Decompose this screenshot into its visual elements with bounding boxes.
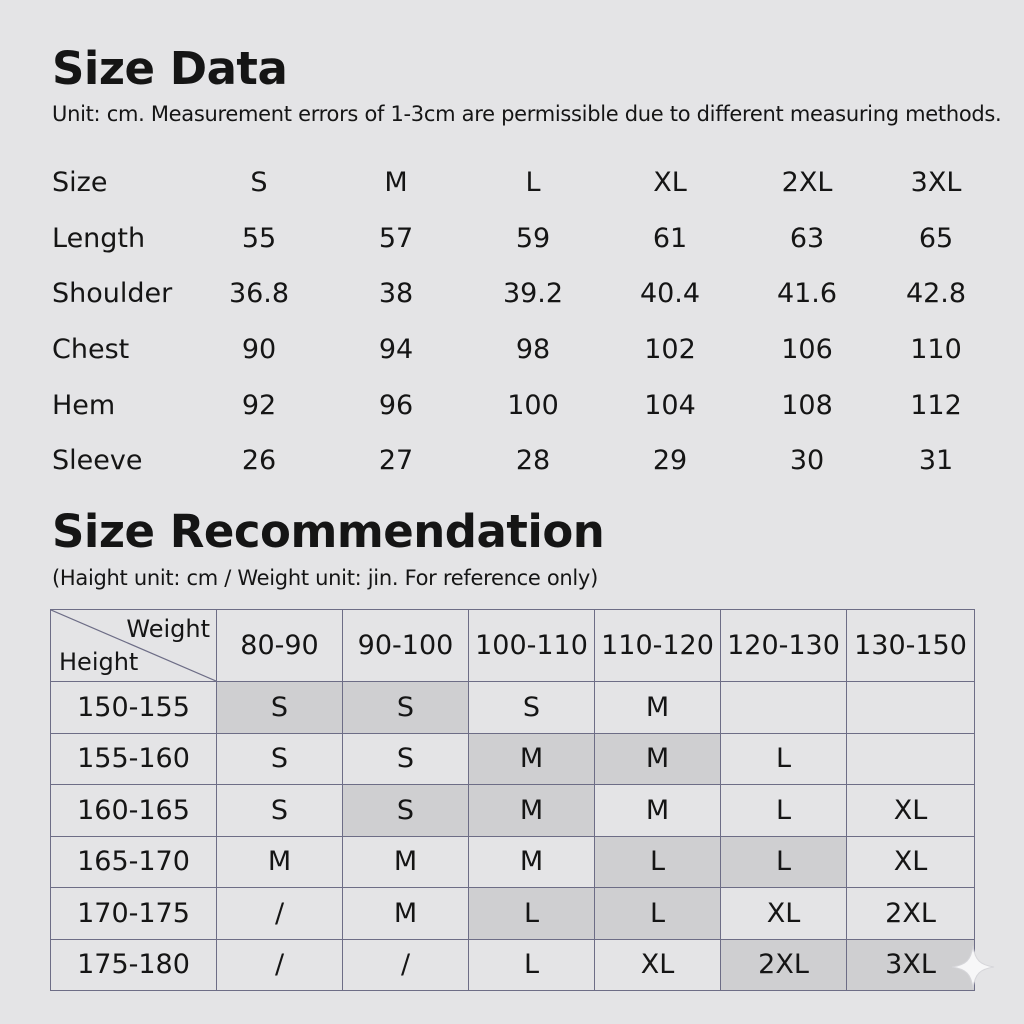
size-data-row-label: Shoulder — [52, 278, 173, 310]
size-data-cell: 40.4 — [639, 278, 701, 310]
size-recommendation-title: Size Recommendation — [52, 505, 605, 558]
height-cell: 155-160 — [51, 733, 217, 785]
size-data-cell: 55 — [241, 222, 277, 254]
weight-header-cell: 100-110 — [469, 610, 595, 682]
size-data-row-label: Hem — [52, 389, 116, 421]
height-cell: 160-165 — [51, 785, 217, 837]
size-data-cell: 104 — [644, 389, 696, 421]
size-data-cell: 98 — [515, 334, 551, 366]
weight-header-cell: 80-90 — [217, 610, 343, 682]
size-data-header-cell: M — [384, 167, 408, 199]
weight-header-cell: 90-100 — [343, 610, 469, 682]
size-cell: / — [217, 939, 343, 991]
size-cell: S — [217, 682, 343, 734]
size-recommendation-note: (Haight unit: cm / Weight unit: jin. For reference only) — [52, 566, 598, 590]
size-cell: / — [343, 939, 469, 991]
size-data-cell: 61 — [652, 222, 688, 254]
size-data-cell: 41.6 — [776, 278, 838, 310]
size-data-table — [52, 155, 1002, 489]
size-data-cell: 38 — [378, 278, 414, 310]
size-cell: / — [217, 888, 343, 940]
size-data-cell: 30 — [789, 445, 825, 477]
recommendation-row — [51, 785, 975, 837]
size-data-cell: 106 — [781, 334, 833, 366]
height-cell: 150-155 — [51, 682, 217, 734]
size-data-cell: 112 — [910, 389, 962, 421]
size-data-note: Unit: cm. Measurement errors of 1-3cm are permissible due to different measuring methods. — [52, 102, 1002, 126]
size-data-row — [52, 377, 1002, 433]
recommendation-row — [51, 939, 975, 991]
size-cell: L — [721, 785, 847, 837]
size-cell: M — [469, 733, 595, 785]
size-cell: 3XL — [847, 939, 975, 991]
size-data-title: Size Data — [52, 42, 288, 95]
size-cell: L — [469, 888, 595, 940]
size-cell: M — [469, 836, 595, 888]
size-data-cell: 31 — [918, 445, 954, 477]
height-cell: 170-175 — [51, 888, 217, 940]
size-data-row — [52, 266, 1002, 322]
size-cell: XL — [847, 836, 975, 888]
size-data-row-label: Length — [52, 222, 146, 254]
size-data-row — [52, 211, 1002, 267]
size-cell: S — [217, 785, 343, 837]
size-cell: L — [721, 733, 847, 785]
size-cell: XL — [847, 785, 975, 837]
size-cell — [847, 682, 975, 734]
size-cell: XL — [721, 888, 847, 940]
size-data-cell: 28 — [515, 445, 551, 477]
size-cell: XL — [595, 939, 721, 991]
size-data-cell: 65 — [918, 222, 954, 254]
size-data-row-label: Sleeve — [52, 445, 143, 477]
height-axis-label: Height — [59, 648, 139, 676]
size-data-row-label: Chest — [52, 334, 130, 366]
size-data-cell: 94 — [378, 334, 414, 366]
size-data-header-cell: 2XL — [781, 167, 833, 199]
weight-axis-label: Weight — [126, 615, 210, 643]
size-data-cell: 42.8 — [905, 278, 967, 310]
size-data-header-cell: Size — [52, 167, 108, 199]
weight-header-cell: 120-130 — [721, 610, 847, 682]
size-data-cell: 26 — [241, 445, 277, 477]
size-cell: 2XL — [847, 888, 975, 940]
weight-header-row — [51, 610, 975, 682]
recommendation-row — [51, 733, 975, 785]
size-data-row — [52, 322, 1002, 378]
size-cell: S — [343, 733, 469, 785]
size-data-header-cell: XL — [653, 167, 687, 199]
size-cell — [847, 733, 975, 785]
size-data-cell: 92 — [241, 389, 277, 421]
size-data-header-cell: L — [525, 167, 541, 199]
size-cell: 2XL — [721, 939, 847, 991]
size-cell: S — [343, 785, 469, 837]
size-cell: M — [595, 682, 721, 734]
size-data-cell: 100 — [507, 389, 559, 421]
size-data-cell: 63 — [789, 222, 825, 254]
size-cell: M — [217, 836, 343, 888]
size-data-cell: 27 — [378, 445, 414, 477]
size-data-row — [52, 433, 1002, 489]
size-data-header-row — [52, 155, 1002, 211]
size-cell: M — [469, 785, 595, 837]
size-data-cell: 108 — [781, 389, 833, 421]
size-data-cell: 29 — [652, 445, 688, 477]
recommendation-row — [51, 682, 975, 734]
size-data-cell: 96 — [378, 389, 414, 421]
weight-header-cell: 110-120 — [595, 610, 721, 682]
size-recommendation-table — [50, 609, 975, 991]
size-cell: L — [595, 888, 721, 940]
size-cell: S — [343, 682, 469, 734]
size-data-cell: 102 — [644, 334, 696, 366]
sparkle-icon — [950, 944, 996, 990]
size-data-header-cell: S — [250, 167, 268, 199]
size-cell: M — [595, 733, 721, 785]
size-data-cell: 110 — [910, 334, 962, 366]
size-cell: L — [595, 836, 721, 888]
corner-header-cell — [51, 610, 217, 682]
size-cell: M — [343, 836, 469, 888]
recommendation-row — [51, 836, 975, 888]
weight-header-cell: 130-150 — [847, 610, 975, 682]
recommendation-row — [51, 888, 975, 940]
size-cell: M — [343, 888, 469, 940]
size-data-cell: 36.8 — [228, 278, 290, 310]
size-cell: M — [595, 785, 721, 837]
size-cell: L — [469, 939, 595, 991]
size-data-cell: 90 — [241, 334, 277, 366]
size-data-cell: 39.2 — [502, 278, 564, 310]
size-cell: L — [721, 836, 847, 888]
height-cell: 175-180 — [51, 939, 217, 991]
size-cell: S — [217, 733, 343, 785]
size-cell — [721, 682, 847, 734]
size-cell: S — [469, 682, 595, 734]
size-data-header-cell: 3XL — [910, 167, 962, 199]
size-data-cell: 59 — [515, 222, 551, 254]
size-data-cell: 57 — [378, 222, 414, 254]
height-cell: 165-170 — [51, 836, 217, 888]
